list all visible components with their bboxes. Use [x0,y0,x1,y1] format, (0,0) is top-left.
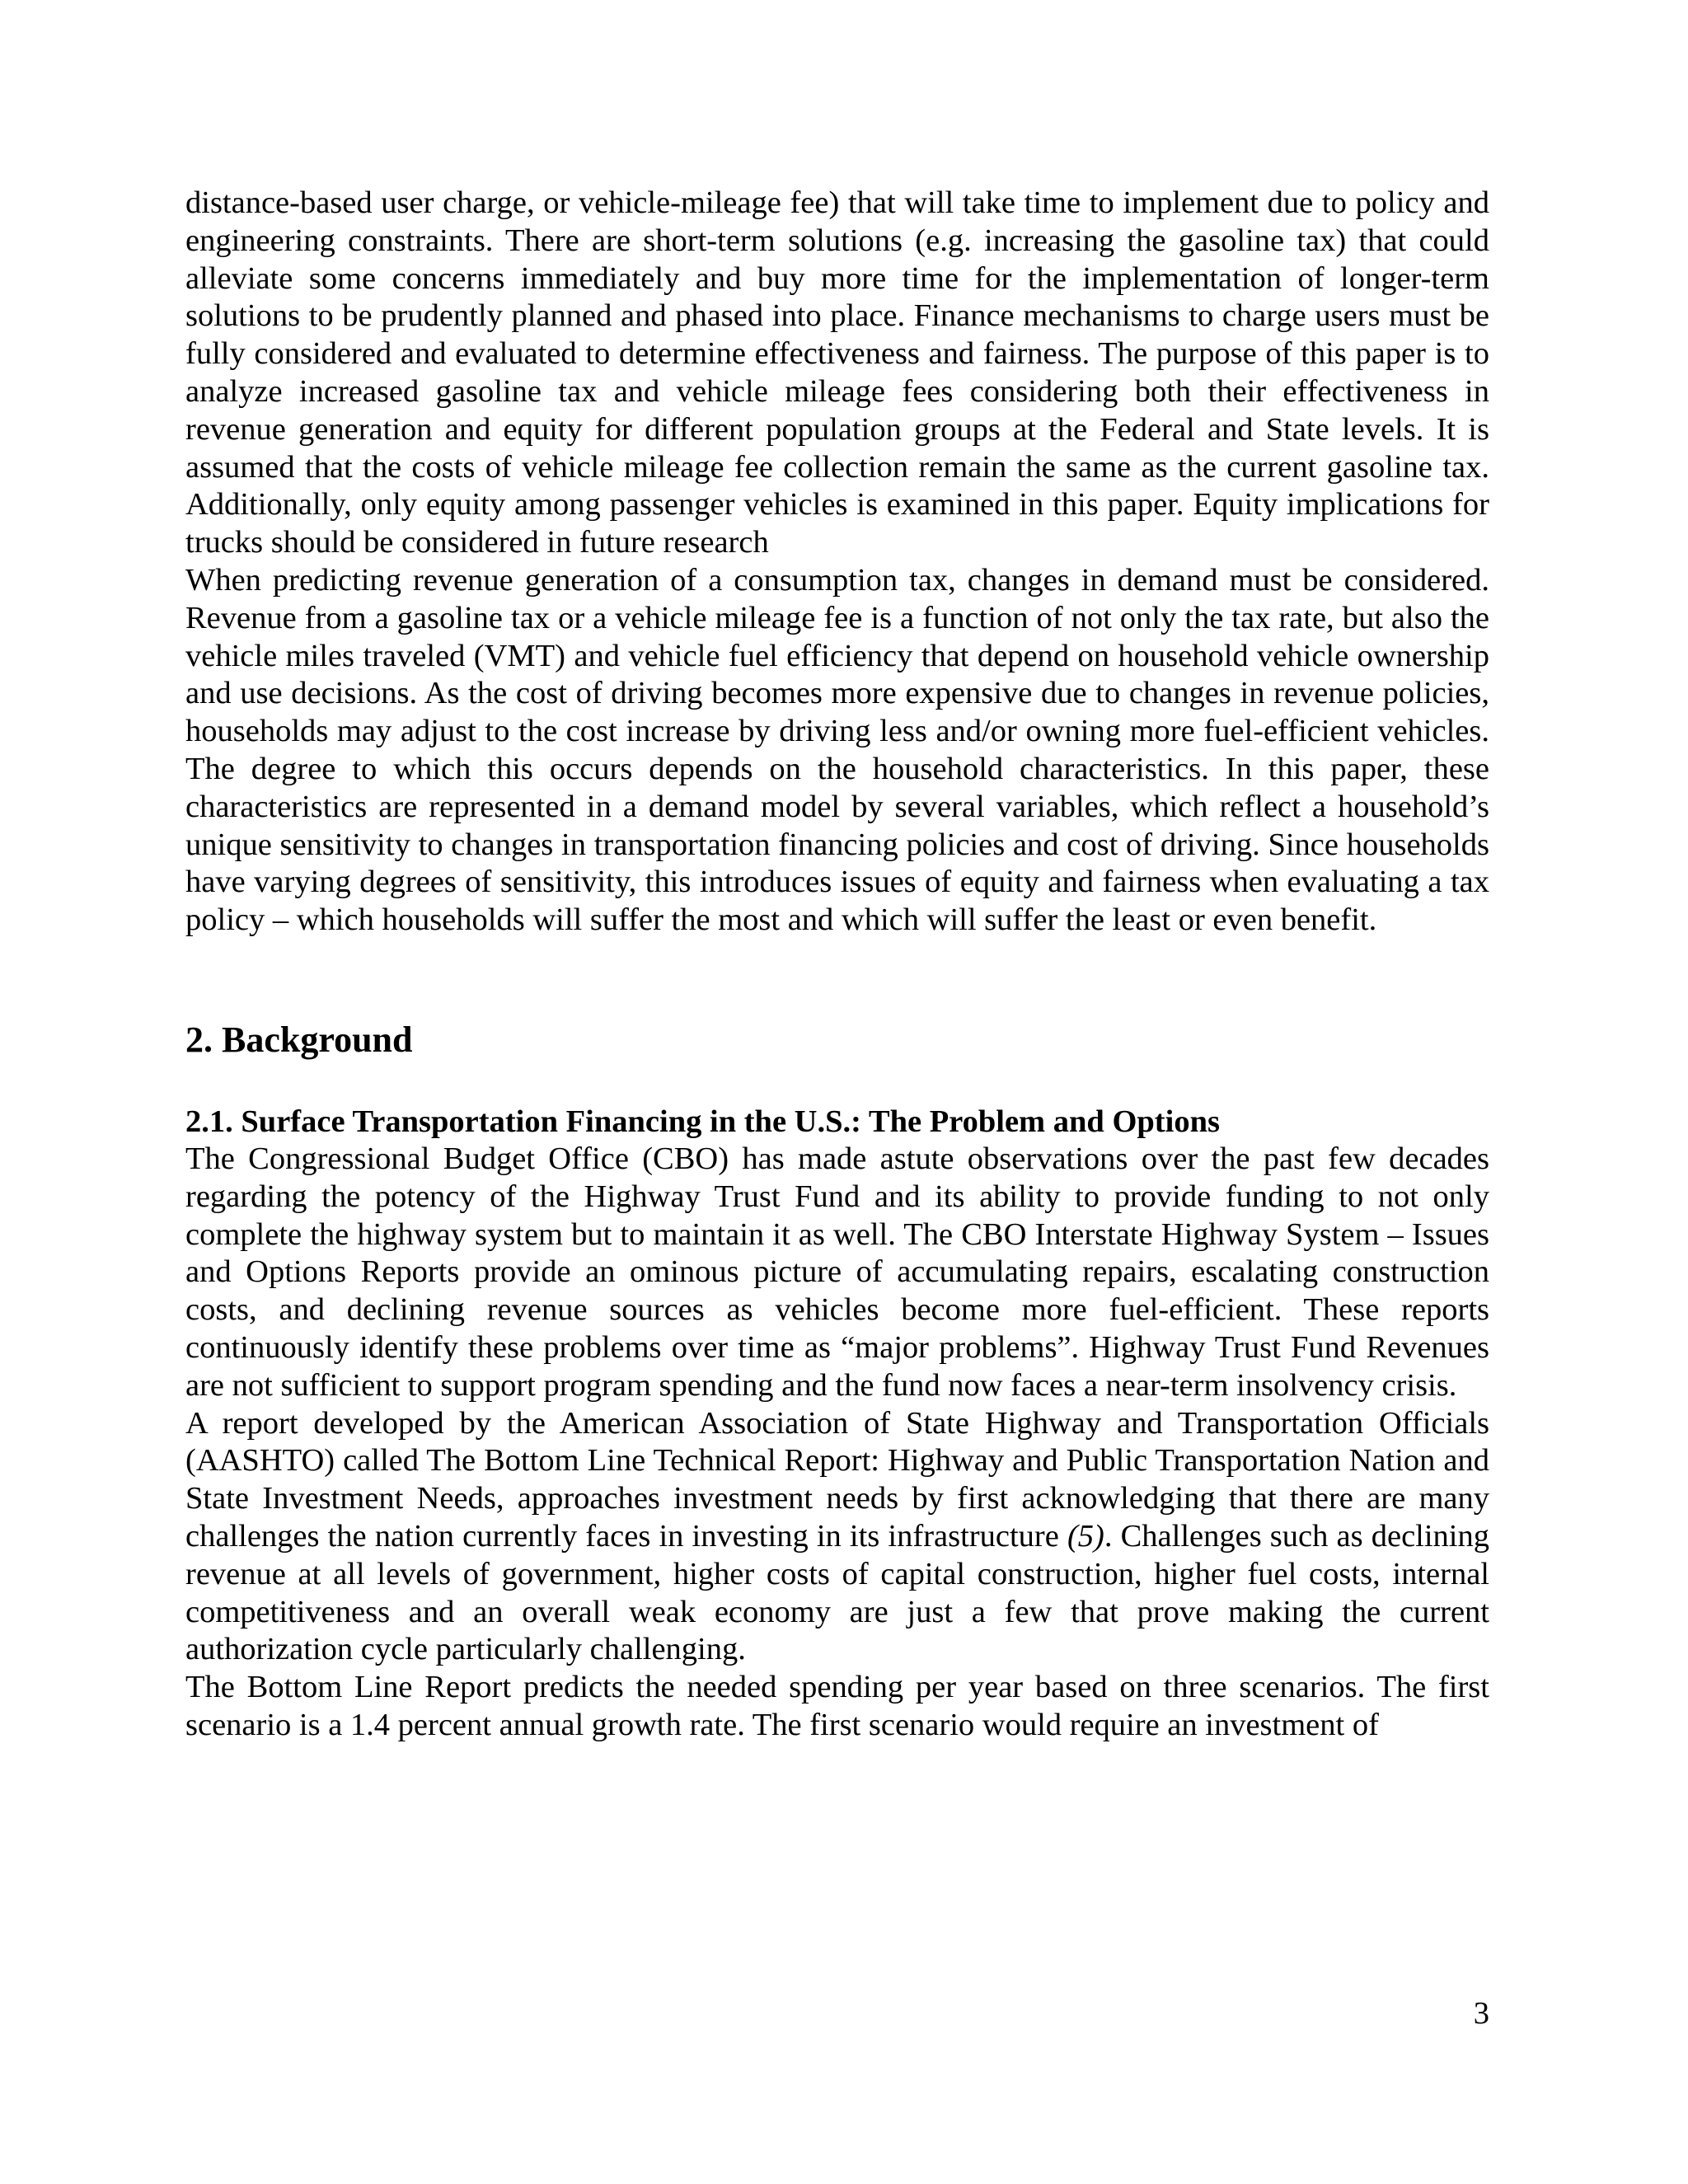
paragraph-aashto-report [185,1405,1489,1670]
section-heading-background: 2. Background [185,1019,413,1060]
aashto-text-before-citation: A report developed by the American Association of State Highway and Transportation Officials (AASHTO) called The Bottom Line Technical Report: Highway and Public Transportation Nation and State Investment Needs, approaches investment needs by first acknowledging that there are many challenges the nation currently faces in investing in its infrastructure [185,1405,1489,1554]
aashto-text-after-citation: . Challenges such as declining revenue at all levels of government, higher costs of capital construction, higher fuel costs, internal competitiveness and an overall weak economy are just a few that prove making the current authorization cycle particularly challenging. [185,1518,1489,1667]
document-page [185,185,1489,1745]
paragraph-intro-purpose: distance-based user charge, or vehicle-mileage fee) that will take time to implement due to policy and engineering constraints. There are short-term solutions (e.g. increasing the gasoline tax) that could alleviate some concerns immediately and buy more time for the implementation of longer-term solutions to be prudently planned and phased into place. Finance mechanisms to charge users must be fully considered and evaluated to determine effectiveness and fairness. The purpose of this paper is to analyze increased gasoline tax and vehicle mileage fees considering both their effectiveness in revenue generation and equity for different population groups at the Federal and State levels. It is assumed that the costs of vehicle mileage fee collection remain the same as the current gasoline tax. Additionally, only equity among passenger vehicles is examined in this paper. Equity implications for trucks should be considered in future research [185,185,1489,560]
subsection-heading-financing: 2.1. Surface Transportation Financing in the U.S.: The Problem and Options [185,1104,1220,1139]
paragraph-cbo-observations: The Congressional Budget Office (CBO) has made astute observations over the past few decades regarding the potency of the Highway Trust Fund and its ability to provide funding to not only complete the highway system but to maintain it as well. The CBO Interstate Highway System – Issues and Options Reports provide an ominous picture of accumulating repairs, escalating construction costs, and declining revenue sources as vehicles become more fuel-efficient. These reports continuously identify these problems over time as “major problems”. Highway Trust Fund Revenues are not sufficient to support program spending and the fund now faces a near-term insolvency crisis. [185,1141,1489,1403]
paragraph-bottom-line-report: The Bottom Line Report predicts the needed spending per year based on three scenarios. The first scenario is a 1.4 percent annual growth rate. The first scenario would require an investment of [185,1670,1489,1742]
paragraph-revenue-demand: When predicting revenue generation of a consumption tax, changes in demand must be considered. Revenue from a gasoline tax or a vehicle mileage fee is a function of not only the tax rate, but also the vehicle miles traveled (VMT) and vehicle fuel efficiency that depend on household vehicle ownership and use decisions. As the cost of driving becomes more expensive due to changes in revenue policies, households may adjust to the cost increase by driving less and/or owning more fuel-efficient vehicles. The degree to which this occurs depends on the household characteristics. In this paper, these characteristics are represented in a demand model by several variables, which reflect a household’s unique sensitivity to changes in transportation financing policies and cost of driving. Since households have varying degrees of sensitivity, this introduces issues of equity and fairness when evaluating a tax policy – which households will suffer the most and which will suffer the least or even benefit. [185,562,1489,938]
page-number: 3 [1473,1996,1489,2031]
citation-reference: (5) [1067,1518,1104,1554]
